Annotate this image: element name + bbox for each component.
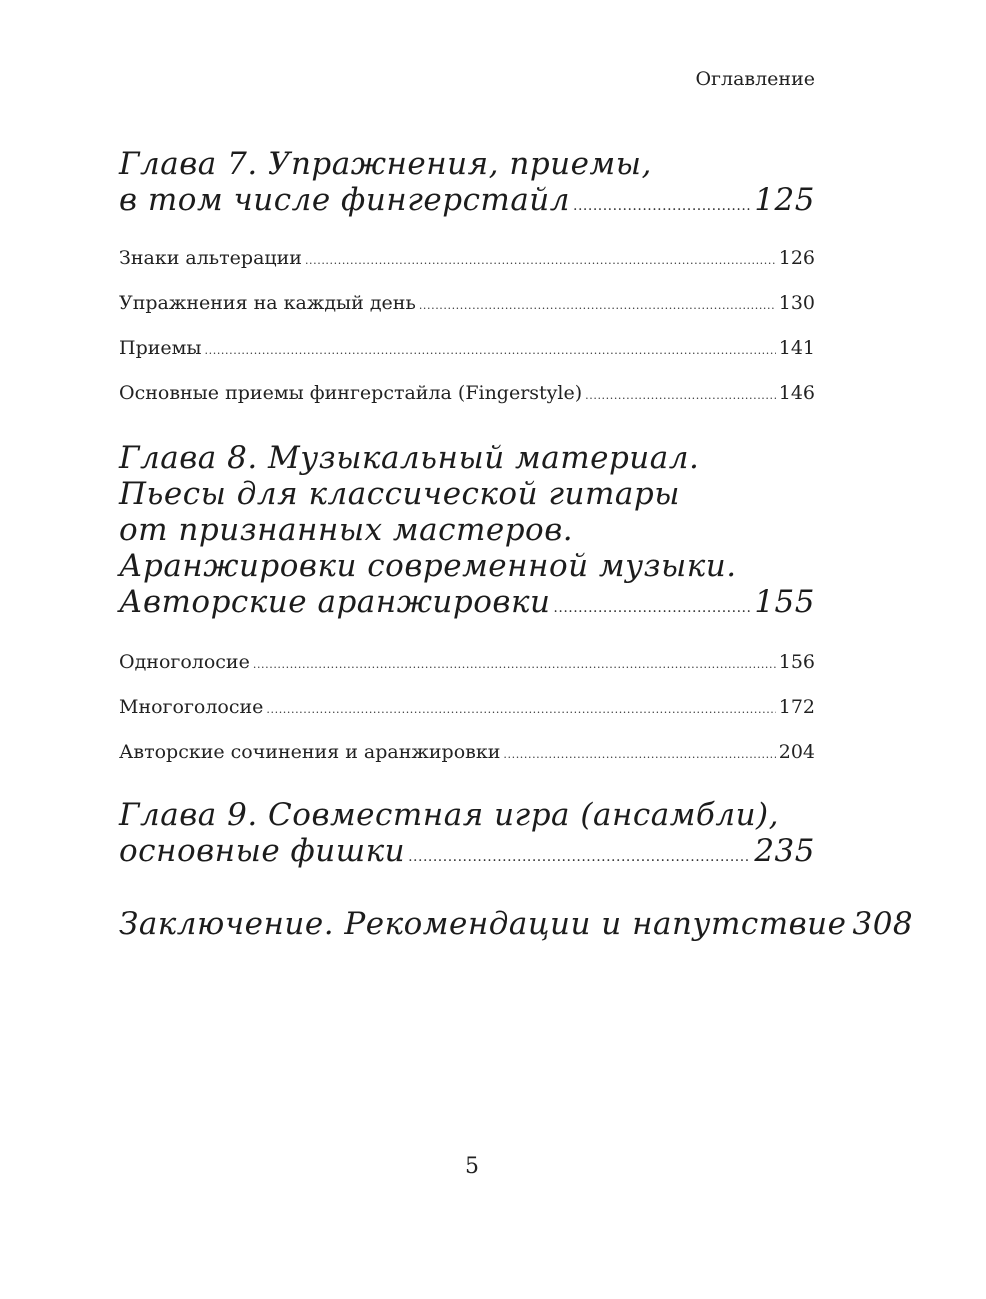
chapter-heading-line: Глава 7. Упражнения, приемы, — [119, 146, 652, 182]
toc-entry[interactable] — [119, 741, 815, 763]
chapter-heading-line: в том числе фингерстайл — [119, 182, 571, 218]
toc-entry[interactable] — [119, 247, 815, 269]
toc-entry-title: Приемы — [119, 337, 202, 359]
leader-dots — [266, 696, 775, 718]
page-number: 5 — [465, 1154, 479, 1179]
toc-entry-page: 130 — [778, 292, 815, 314]
chapter-heading-line: Аранжировки современной музыки. — [119, 548, 737, 584]
chapter-heading-line: основные фишки — [119, 833, 406, 869]
toc-entry[interactable] — [119, 337, 815, 359]
chapter-heading-line: Глава 9. Совместная игра (ансамбли), — [119, 797, 779, 833]
toc-entry[interactable] — [119, 696, 815, 718]
leader-dots — [573, 182, 751, 224]
toc-entry[interactable] — [119, 292, 815, 314]
leader-dots — [419, 292, 776, 314]
leader-dots — [253, 651, 776, 673]
toc-entry[interactable] — [119, 382, 815, 404]
chapter-heading-line: от признанных мастеров. — [119, 512, 574, 548]
chapter-7-heading[interactable] — [119, 146, 815, 218]
chapter-heading-line: Авторские аранжировки — [119, 584, 551, 620]
toc-entry-page: 204 — [778, 741, 815, 763]
chapter-page-number: 155 — [754, 584, 815, 620]
toc-entry-page: 156 — [778, 651, 815, 673]
leader-dots — [205, 337, 776, 359]
toc-entry-page: 146 — [778, 382, 815, 404]
toc-entry-title: Знаки альтерации — [119, 247, 302, 269]
chapter-heading-line: Пьесы для классической гитары — [119, 476, 680, 512]
toc-entry-page: 126 — [778, 247, 815, 269]
toc-entry-title: Основные приемы фингерстайла (Fingerstyle) — [119, 382, 583, 404]
chapter-heading-line: Глава 8. Музыкальный материал. — [119, 440, 700, 476]
toc-entry-title: Многоголосие — [119, 696, 264, 718]
leader-dots — [305, 247, 776, 269]
conclusion-heading[interactable] — [119, 906, 914, 942]
running-head: Оглавление — [695, 68, 815, 90]
toc-entry-page: 172 — [778, 696, 815, 718]
leader-dots — [553, 584, 751, 626]
leader-dots — [585, 382, 776, 404]
chapter-page-number: 308 — [852, 906, 914, 942]
leader-dots — [408, 833, 751, 875]
chapter-heading-line: Заключение. Рекомендации и напутствие — [119, 906, 847, 942]
leader-dots — [503, 741, 775, 763]
toc-entry-page: 141 — [778, 337, 815, 359]
chapter-page-number: 125 — [754, 182, 815, 218]
chapter-9-heading[interactable] — [119, 797, 815, 869]
toc-entry-title: Одноголосие — [119, 651, 250, 673]
toc-entry[interactable] — [119, 651, 815, 673]
toc-entry-title: Авторские сочинения и аранжировки — [119, 741, 501, 763]
toc-entry-title: Упражнения на каждый день — [119, 292, 416, 314]
chapter-8-heading[interactable] — [119, 440, 815, 620]
chapter-page-number: 235 — [754, 833, 815, 869]
